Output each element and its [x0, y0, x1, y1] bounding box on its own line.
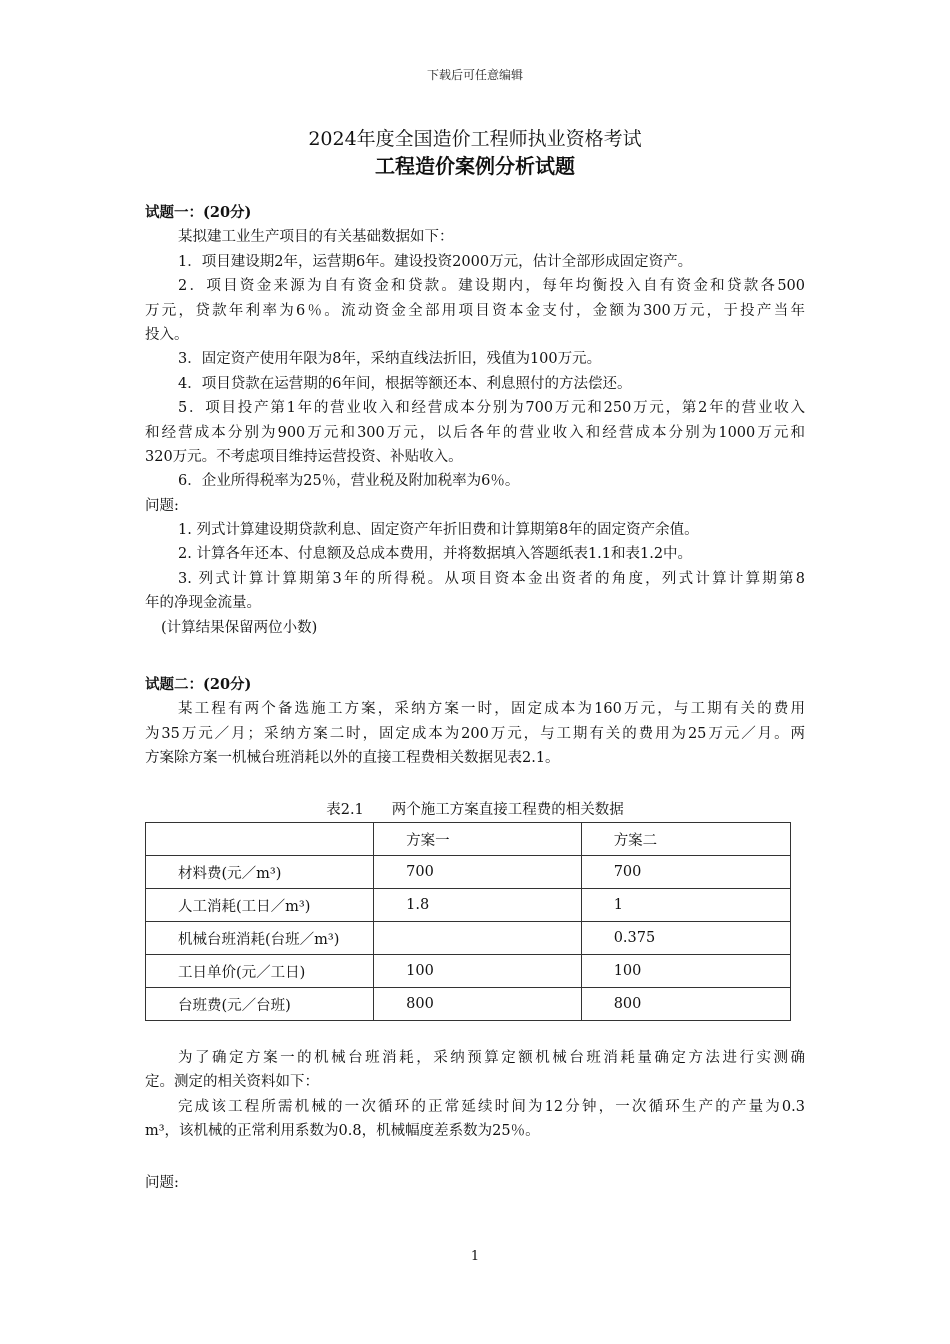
direct-cost-table [145, 822, 791, 1021]
table-cell: 800 [374, 988, 582, 1021]
table-cell: 工日单价(元／工日) [146, 955, 374, 988]
q1-item-4: 4．项目贷款在运营期的6年间，根据等额还本、利息照付的方法偿还。 [178, 375, 632, 392]
q1-item-2-line-3: 投入。 [145, 326, 189, 343]
question-two-heading: 试题二：(20分) [145, 676, 252, 693]
table-cell: 800 [581, 988, 790, 1021]
q1-item-2-line-2: 万元，贷款年利率为6％。流动资金全部用项目资本金支付，金额为300万元，于投产当年 [145, 302, 805, 319]
q2-questions-block [145, 1171, 805, 1195]
table-row [146, 955, 791, 988]
table-cell: 0.375 [581, 922, 790, 955]
q1-question-3-line-2: 年的净现金流量。 [145, 595, 261, 612]
q1-item-3: 3．固定资产使用年限为8年，采纳直线法折旧，残值为100万元。 [178, 351, 602, 368]
q1-item-5-line-2: 和经营成本分别为900万元和300万元，以后各年的营业收入和经营成本分别为1000万元和 [145, 424, 805, 441]
table-cell: 700 [581, 856, 790, 889]
table-header-cell: 方案二 [581, 823, 790, 856]
q1-item-5-line-1: 5．项目投产第1年的营业收入和经营成本分别为700万元和250万元，第2年的营业收入 [178, 400, 805, 417]
question-two-continued [145, 1046, 805, 1144]
table-cell: 100 [374, 955, 582, 988]
table-row [146, 889, 791, 922]
q2-para-2-line-2: 定。测定的相关资料如下： [145, 1074, 319, 1091]
page-number: 1 [470, 1249, 480, 1264]
question-one-heading: 试题一：(20分) [145, 204, 252, 221]
q2-questions-label: 问题: [145, 1175, 179, 1191]
table-cell: 人工消耗(工日／m³) [146, 889, 374, 922]
q2-para-1-line-3: 方案除方案一机械台班消耗以外的直接工程费相关数据见表2.1。 [145, 750, 560, 767]
question-two-section [145, 673, 805, 771]
table-cell: 1 [581, 889, 790, 922]
q1-question-2: 2. 计算各年还本、付息额及总成本费用，并将数据填入答题纸表1.1和表1.2中。 [178, 546, 693, 563]
table-cell: 机械台班消耗(台班／m³) [146, 922, 374, 955]
table-caption [0, 798, 950, 819]
table-row [146, 988, 791, 1021]
q1-questions-label: 问题: [145, 497, 179, 514]
table-cell: 材料费(元／m³) [146, 856, 374, 889]
document-title: 2024年度全国造价工程师执业资格考试 [308, 128, 642, 150]
q2-para-2-line-1: 为了确定方案一的机械台班消耗，采纳预算定额机械台班消耗量确定方法进行实测确 [178, 1050, 805, 1066]
q2-para-1-line-2: 为35万元／月；采纳方案二时，固定成本为200万元，与工期有关的费用为25万元／月。两 [145, 725, 805, 742]
table-header-row [146, 823, 791, 856]
q1-item-2-line-1: 2．项目资金来源为自有资金和贷款。建设期内，每年均衡投入自有资金和贷款各500 [178, 278, 805, 295]
q1-item-6: 6．企业所得税率为25％，营业税及附加税率为6％。 [178, 473, 520, 490]
header-note: 下载后可任意编辑 [426, 68, 523, 82]
q1-note: (计算结果保留两位小数) [161, 619, 318, 636]
table-cell [374, 922, 582, 955]
document-subtitle: 工程造价案例分析试题 [375, 154, 575, 178]
q1-question-1: 1. 列式计算建设期贷款利息、固定资产年折旧费和计算期第8年的固定资产余值。 [178, 522, 699, 539]
table-header-cell [146, 823, 374, 856]
q1-question-3-line-1: 3. 列式计算计算期第3年的所得税。从项目资本金出资者的角度，列式计算计算期第8 [178, 570, 805, 587]
table-cell: 台班费(元／台班) [146, 988, 374, 1021]
q2-para-3-line-2: m³，该机械的正常利用系数为0.8，机械幅度差系数为25％。 [145, 1123, 540, 1140]
q1-intro: 某拟建工业生产项目的有关基础数据如下： [178, 229, 454, 246]
table-row [146, 856, 791, 889]
table-row [146, 922, 791, 955]
table-header-cell: 方案一 [374, 823, 582, 856]
q2-para-1-line-1: 某工程有两个备选施工方案，采纳方案一时，固定成本为160万元，与工期有关的费用 [178, 701, 805, 718]
table-cell: 1.8 [374, 889, 582, 922]
q1-item-5-line-3: 320万元。不考虑项目维持运营投资、补贴收入。 [145, 448, 463, 465]
question-one-section [145, 201, 805, 640]
table-caption-title: 两个施工方案直接工程费的相关数据 [391, 802, 624, 818]
q1-item-1: 1．项目建设期2年，运营期6年。建设投资2000万元，估计全部形成固定资产。 [178, 253, 693, 270]
table-cell: 100 [581, 955, 790, 988]
table-caption-number: 表2.1 [326, 802, 364, 818]
q2-para-3-line-1: 完成该工程所需机械的一次循环的正常延续时间为12分钟，一次循环生产的产量为0.3 [178, 1098, 805, 1115]
table-cell: 700 [374, 856, 582, 889]
